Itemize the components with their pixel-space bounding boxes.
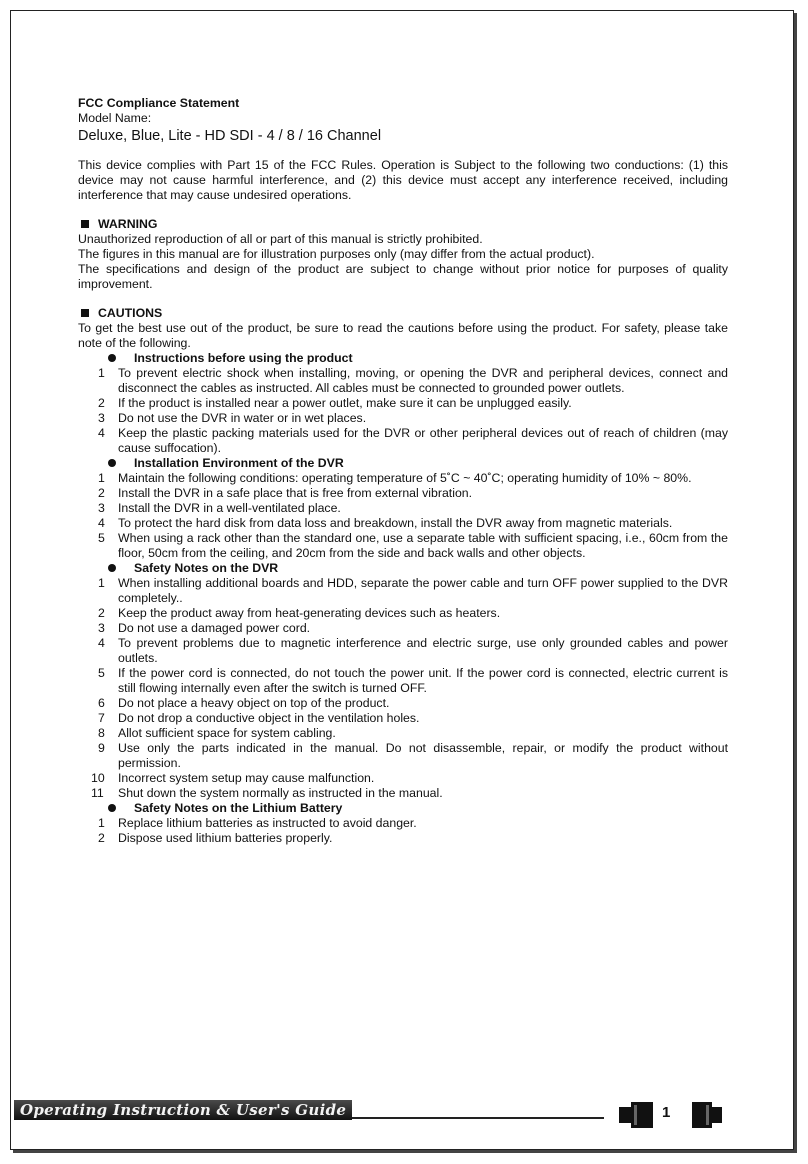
page-tab-left-icon: [619, 1102, 653, 1128]
list-item: 8 Allot sufficient space for system cabling.: [98, 726, 336, 740]
list-item: 2 If the product is installed near a power outlet, make sure it can be unplugged easily.: [98, 396, 572, 410]
model-value: Deluxe, Blue, Lite - HD SDI - 4 / 8 / 16 Channel: [78, 128, 382, 144]
list-item: 1 Maintain the following conditions: operating temperature of 5˚C ~ 40˚C; operating humidity of 10% ~ 80%.: [98, 471, 692, 485]
warning-heading: WARNING: [78, 217, 728, 232]
list-item: 9 Use only the parts indicated in the manual. Do not disassemble, repair, or modify the product without permission.: [98, 741, 728, 770]
list-item: 5 If the power cord is connected, do not touch the power unit. If the power cord is connected, electric current is still flowing internally even after the switch is turned OFF.: [98, 666, 728, 695]
round-bullet-icon: [108, 804, 116, 812]
list-item: 2 Dispose used lithium batteries properly.: [98, 831, 333, 845]
page-tab-right-icon: [692, 1102, 722, 1128]
section-heading: Safety Notes on the Lithium Battery: [78, 801, 728, 816]
list-item: 1 Replace lithium batteries as instructed to avoid danger.: [98, 816, 417, 830]
list-item: 5 When using a rack other than the standard one, use a separate table with sufficient spacing, i.e., 60cm from the floor, 50cm from the ceiling, and 20cm from the side and back walls and other objects.: [98, 531, 728, 560]
page-number: 1: [662, 1104, 671, 1121]
section-heading: Instructions before using the product: [78, 351, 728, 366]
list-item: 4 Keep the plastic packing materials used for the DVR or other peripheral devices out of reach of children (may cause suffocation).: [98, 426, 728, 455]
list-item: 10 Incorrect system setup may cause malfunction.: [91, 771, 375, 785]
list-item: 3 Do not use a damaged power cord.: [98, 621, 311, 635]
list-item: 6 Do not place a heavy object on top of the product.: [98, 696, 390, 710]
fcc-statement: This device complies with Part 15 of the FCC Rules. Operation is Subject to the following two conductions: (1) this device may not cause harmful interference, and (2) this device must accept any interference received, including interference that may cause undesired operations.: [78, 158, 728, 202]
list-item: 2 Keep the product away from heat-generating devices such as heaters.: [98, 606, 501, 620]
square-bullet-icon: [81, 220, 89, 228]
list-item: 2 Install the DVR in a safe place that is free from external vibration.: [98, 486, 473, 500]
list-item: 11 Shut down the system normally as instructed in the manual.: [91, 786, 443, 800]
warning-line: The figures in this manual are for illustration purposes only (may differ from the actual product).: [78, 247, 595, 261]
warning-line: The specifications and design of the product are subject to change without prior notice for purposes of quality improvement.: [78, 262, 728, 291]
round-bullet-icon: [108, 459, 116, 467]
section-heading: Safety Notes on the DVR: [78, 561, 728, 576]
square-bullet-icon: [81, 309, 89, 317]
section-heading: Installation Environment of the DVR: [78, 456, 728, 471]
document-body: [78, 96, 728, 846]
cautions-intro: To get the best use out of the product, be sure to read the cautions before using the product. For safety, please take note of the following.: [78, 321, 728, 350]
warning-line: Unauthorized reproduction of all or part of this manual is strictly prohibited.: [78, 232, 483, 246]
list-item: 3 Install the DVR in a well-ventilated place.: [98, 501, 341, 515]
round-bullet-icon: [108, 564, 116, 572]
list-item: 1 When installing additional boards and HDD, separate the power cable and turn OFF power supplied to the DVR completely..: [98, 576, 728, 605]
footer-rule: [352, 1117, 604, 1119]
fcc-title: FCC Compliance Statement: [78, 96, 240, 110]
list-item: 1 To prevent electric shock when installing, moving, or opening the DVR and peripheral devices, connect and disconnect the cables as instructed. All cables must be connected to grounded power outlets.: [98, 366, 728, 395]
round-bullet-icon: [108, 354, 116, 362]
list-item: 4 To prevent problems due to magnetic interference and electric surge, use only grounded cables and power outlets.: [98, 636, 728, 665]
list-item: 7 Do not drop a conductive object in the ventilation holes.: [98, 711, 420, 725]
cautions-heading: CAUTIONS: [78, 306, 728, 321]
list-item: 4 To protect the hard disk from data loss and breakdown, install the DVR away from magnetic materials.: [98, 516, 673, 530]
guide-title-banner: Operating Instruction & User's Guide: [14, 1100, 352, 1120]
list-item: 3 Do not use the DVR in water or in wet places.: [98, 411, 367, 425]
model-label: Model Name:: [78, 111, 152, 125]
